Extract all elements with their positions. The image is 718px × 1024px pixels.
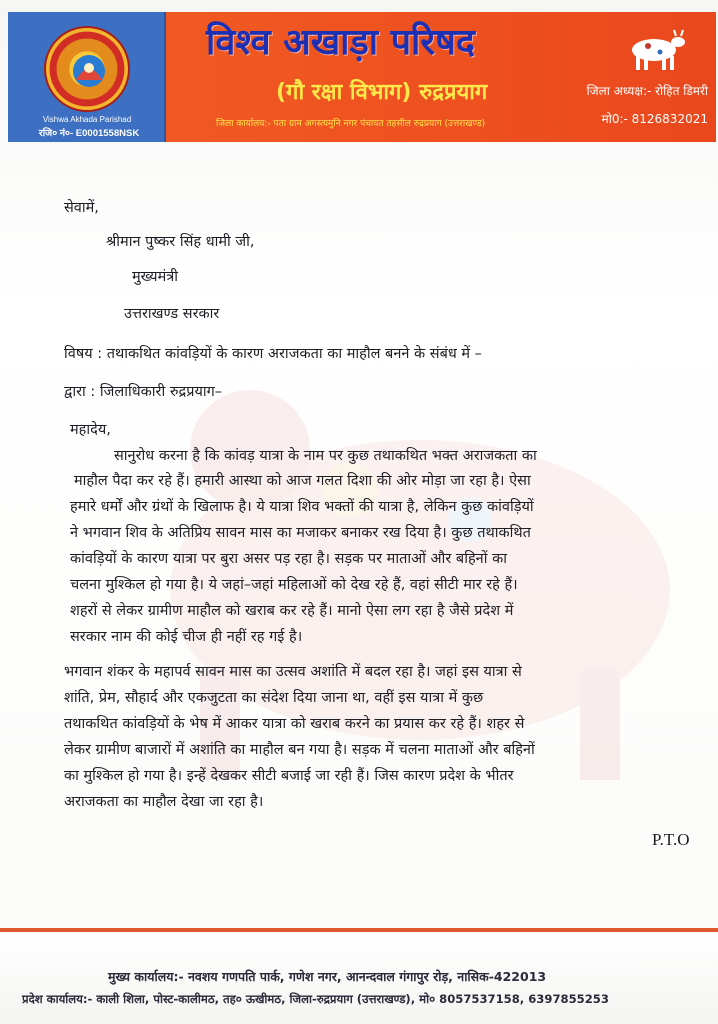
salutation-to: सेवामें, <box>64 200 99 216</box>
org-subtitle: (गौ रक्षा विभाग) रुद्रप्रयाग <box>276 80 488 105</box>
paragraph-2-line: का मुश्किल हो गया है। इन्हें देखकर सीटी बजाई जा रही हैं। जिस कारण प्रदेश के भीतर <box>64 768 514 784</box>
paragraph-1-line: सरकार नाम की कोई चीज ही नहीं रह गई है। <box>70 629 303 645</box>
paragraph-2-line: लेकर ग्रामीण बाजारों में अशांति का माहौल बन गया है। सड़क में चलना माताओं और बहिनों <box>64 742 535 758</box>
state-office-address: प्रदेश कार्यालय:- काली शिला, पोस्ट-कालीमठ, तह० ऊखीमठ, जिला-रुद्रप्रयाग (उत्तराखण्ड), मो० 8057537158, 6397855253 <box>22 992 609 1006</box>
addressee-name: श्रीमान पुष्कर सिंह धामी जी, <box>106 234 255 250</box>
paragraph-2-line: अराजकता का माहौल देखा जा रहा है। <box>64 794 264 810</box>
org-title: विश्व अखाड़ा परिषद <box>206 22 476 63</box>
paragraph-2-line: शांति, प्रेम, सौहार्द और एकजुटता का संदेश दिया जाना था, वहीं इस यात्रा में कुछ <box>64 690 484 706</box>
paragraph-1-line: सानुरोध करना है कि कांवड़ यात्रा के नाम पर कुछ तथाकथित भक्त अराजकता का <box>114 448 537 464</box>
paragraph-2-line: तथाकथित कांवड़ियों के भेष में आकर यात्रा को खराब करने का प्रयास कर रहे हैं। शहर से <box>64 716 525 732</box>
logo-name: Vishwa Akhada Parishad <box>42 115 132 124</box>
paragraph-1-line: माहौल पैदा कर रहे हैं। हमारी आस्था को आज गलत दिशा की ओर मोड़ा जा रहा है। ऐसा <box>74 473 531 489</box>
district-head: जिला अध्यक्ष:- रोहित डिमरी <box>586 84 708 98</box>
footer <box>0 932 718 1024</box>
pto-mark: P.T.O <box>652 830 690 849</box>
paragraph-1-line: चलना मुश्किल हो गया है। ये जहां–जहां महिलाओं को देख रहे हैं, वहां सीटी मार रहे हैं। <box>70 577 518 593</box>
paragraph-1-line: शहरों से लेकर ग्रामीण माहौल को खराब कर रहे हैं। मानो ऐसा लग रहा है जैसे प्रदेश में <box>70 603 514 619</box>
paragraph-2-line: भगवान शंकर के महापर्व सावन मास का उत्सव अशांति में बदल रहा है। जहां इस यात्रा से <box>64 664 522 680</box>
through-line: द्वारा : जिलाधिकारी रुद्रप्रयाग– <box>64 384 223 400</box>
addressee-post: मुख्यमंत्री <box>132 269 178 285</box>
subject-line: विषय : तथाकथित कांवड़ियों के कारण अराजकता का माहौल बनने के संबंध में – <box>64 346 482 362</box>
mobile-number: मो0:- 8126832021 <box>601 112 708 126</box>
greeting: महादेय, <box>70 422 111 438</box>
paragraph-1-line: कांवड़ियों के कारण यात्रा पर बुरा असर पड़ रहा है। सड़क पर माताओं और बहिनों का <box>70 551 507 567</box>
district-office-line: जिला कार्यालय:- पता ग्राम अगस्त्यमुनि नगर पंचायत तहसील रुद्रप्रयाग (उत्तराखण्ड) <box>216 119 486 129</box>
paragraph-1-line: हमारे धर्मों और ग्रंथों के खिलाफ है। ये यात्रा शिव भक्तों की यात्रा है, लेकिन कुछ कांवड़ियों <box>70 499 534 515</box>
addressee-government: उत्तराखण्ड सरकार <box>124 306 220 322</box>
paragraph-1-line: ने भगवान शिव के अतिप्रिय सावन मास का मजाकर बनाकर रख दिया है। कुछ तथाकथित <box>70 525 531 541</box>
head-office-address: मुख्य कार्यालय:- नवशय गणपति पार्क, गणेश नगर, आनन्दवाल गंगापुर रोड़, नासिक-422013 <box>108 969 547 984</box>
registration-number: रजि० नं०- E0001558NSK <box>38 128 140 139</box>
